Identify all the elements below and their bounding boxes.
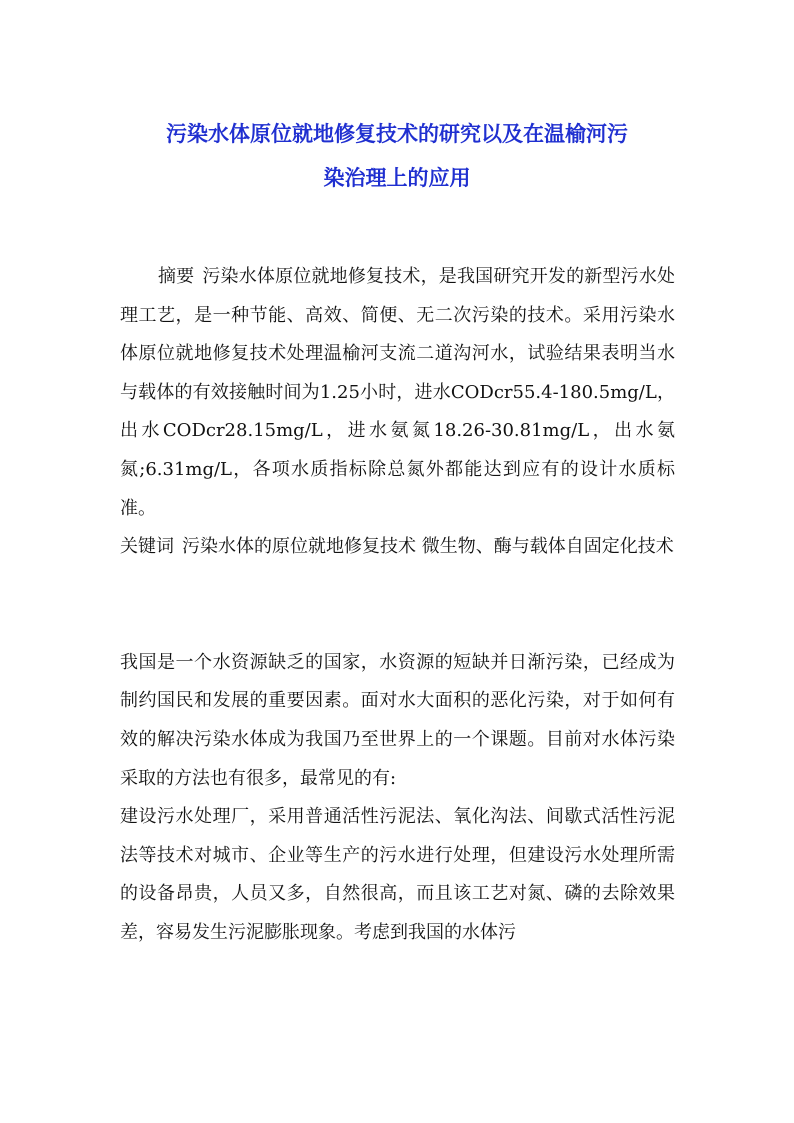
keywords-text: 污染水体的原位就地修复技术 微生物、酶与载体自固定化技术	[182, 536, 674, 558]
body-paragraph-2: 建设污水处理厂，采用普通活性污泥法、氧化沟法、间歇式活性污泥法等技术对城市、企业等生产的污水进行处理，但建设污水处理所需的设备昂贵，人员又多，自然很高，而且该工艺对氮、磷的去除效果差，容易发生污泥膨胀现象。考虑到我国的水体污	[120, 806, 675, 943]
abstract-text: 污染水体原位就地修复技术，是我国研究开发的新型污水处理工艺，是一种节能、高效、简便、无二次污染的技术。采用污染水体原位就地修复技术处理温榆河支流二道沟河水，试验结果表明当水与载体的有效接触时间为1.25小时，进水CODcr55.4-180.5mg/L，出水CODcr28.15mg/L，进水氨氮18.26-30.81mg/L，出水氨氮;6.31mg/L，各项水质指标除总氮外都能达到应有的设计水质标准。	[120, 266, 676, 519]
abstract-label: 摘要	[158, 266, 195, 287]
keywords-paragraph	[120, 528, 675, 567]
document-body	[120, 258, 675, 953]
keywords-label: 关键词	[120, 536, 174, 558]
title-line-1: 污染水体原位就地修复技术的研究以及在温榆河污	[166, 121, 628, 146]
body-paragraph-1: 我国是一个水资源缺乏的国家，水资源的短缺并日渐污染，已经成为制约国民和发展的重要因素。面对水大面积的恶化污染，对于如何有效的解决污染水体成为我国乃至世界上的一个课题。目前对水体污染采取的方法也有很多，最常见的有:	[120, 651, 675, 789]
title-line-2: 染治理上的应用	[323, 165, 471, 190]
section-gap	[120, 567, 675, 644]
document-title	[100, 112, 694, 200]
abstract-paragraph	[120, 258, 675, 528]
